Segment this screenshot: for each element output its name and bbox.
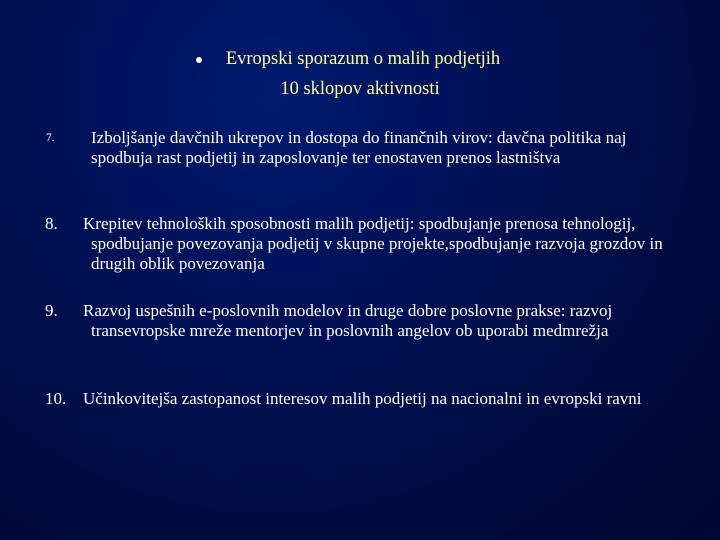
list-item-10 (0, 389, 720, 429)
list-item-number: 7. (46, 132, 55, 144)
title-line-1-wrapper (220, 44, 500, 74)
list-item-text: Razvoj uspešnih e-poslovnih modelov in druge dobre poslovne prakse: razvoj transevropske mreže mentorjev in poslovnih angelov ob uporabi medmrežja (83, 301, 613, 340)
list-item-text: Krepitev tehnoloških sposobnosti malih podjetij: spodbujanje prenosa tehnologij, spodbujanje povezovanja podjetij v skupne projekte,spodbujanje razvoja grozdov in drugih oblik povezovanja (83, 214, 663, 273)
list-item-9 (0, 301, 720, 361)
list-item-text: Izboljšanje davčnih ukrepov in dostopa do finančnih virov: davčna politika naj spodbuja rast podjetij in zaposlovanje ter enostaven prenos lastništva (91, 128, 627, 167)
bullet-icon (196, 57, 202, 63)
list-item-8 (0, 214, 720, 274)
list-item-text: Učinkovitejša zastopanost interesov malih podjetij na nacionalni in evropski ravni (83, 389, 642, 408)
list-item-number: 8. (45, 214, 58, 233)
list-item-7 (0, 128, 720, 188)
list-item-number: 10. (45, 389, 67, 408)
list-item-number: 9. (45, 301, 58, 320)
slide-title (0, 44, 720, 104)
title-line-1: Evropski sporazum o malih podjetjih (225, 49, 501, 69)
title-line-2: 10 sklopov aktivnosti (280, 79, 440, 99)
